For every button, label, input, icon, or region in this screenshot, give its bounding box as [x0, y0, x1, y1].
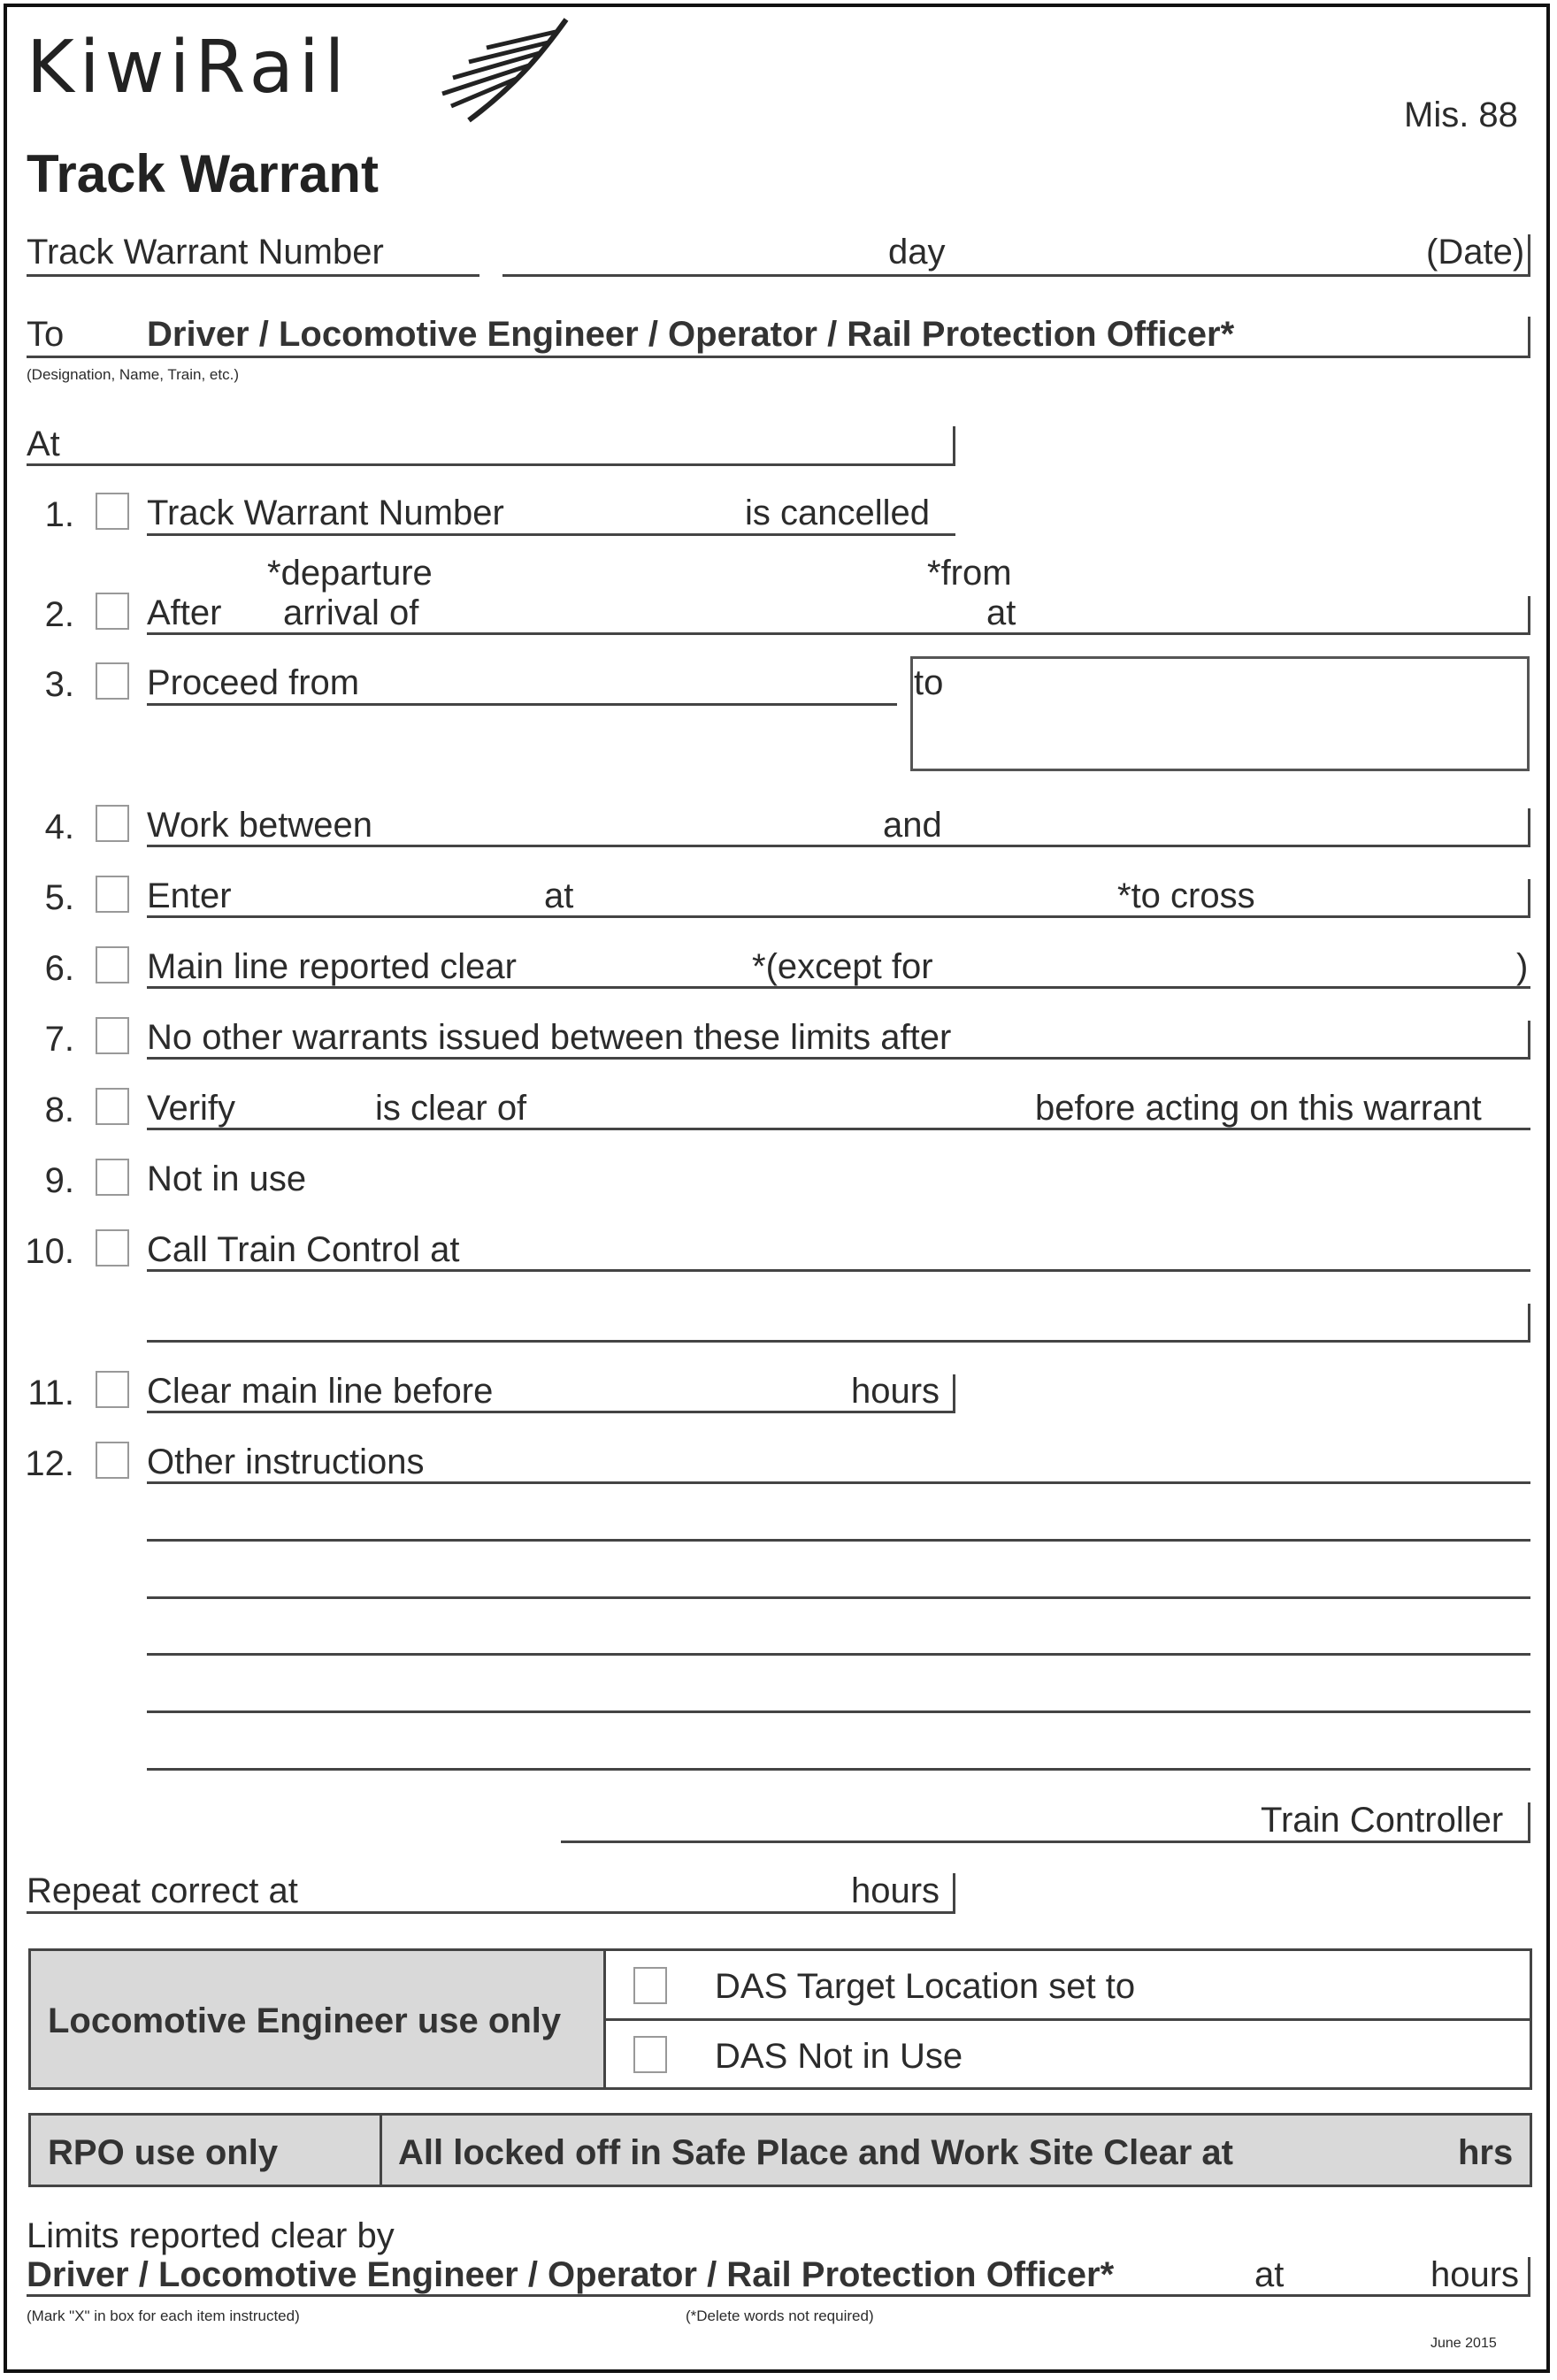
loco-engineer-label: Locomotive Engineer use only	[48, 2001, 562, 2040]
item-4-and: and	[883, 806, 942, 845]
item-5-line[interactable]	[147, 915, 1530, 918]
item-5-label: Enter	[147, 876, 232, 915]
item-4-number: 4.	[44, 807, 74, 846]
delete-note: (*Delete words not required)	[686, 2307, 874, 2324]
rpo-text: All locked off in Safe Place and Work Site Clear at	[398, 2133, 1233, 2172]
item-2-arrival: arrival of	[283, 593, 419, 632]
instructions-line-5[interactable]	[147, 1710, 1530, 1713]
item-11-hours: hours	[851, 1372, 940, 1411]
item-2-from: *from	[927, 554, 1012, 593]
item-6-number: 6.	[44, 949, 74, 988]
item-5-number: 5.	[44, 878, 74, 917]
item-7-label: No other warrants issued between these limits after	[147, 1018, 952, 1057]
fern-logo-icon	[433, 12, 575, 127]
item-3-number: 3.	[44, 665, 74, 704]
item-12-label: Other instructions	[147, 1443, 425, 1481]
mark-note: (Mark "X" in box for each item instructed)	[27, 2307, 300, 2324]
limits-roles: Driver / Locomotive Engineer / Operator / Rail Protection Officer*	[27, 2255, 1115, 2294]
warrant-number-line[interactable]	[27, 274, 479, 277]
item-3-to-label: to	[914, 663, 944, 702]
date-label: (Date)	[1426, 233, 1525, 272]
instructions-line-6[interactable]	[147, 1768, 1530, 1771]
item-1-number: 1.	[44, 495, 74, 534]
item-3-checkbox[interactable]	[96, 662, 129, 700]
item-11-number: 11.	[27, 1374, 74, 1412]
das-target-label: DAS Target Location set to	[715, 1967, 1136, 2006]
item-3-label: Proceed from	[147, 663, 360, 702]
instructions-line-3[interactable]	[147, 1596, 1530, 1599]
to-hint: (Designation, Name, Train, etc.)	[27, 366, 239, 383]
item-5-at: at	[544, 876, 574, 915]
limits-at: at	[1254, 2255, 1285, 2294]
form-code: Mis. 88	[1404, 96, 1518, 134]
item-4-label: Work between	[147, 806, 372, 845]
train-controller-line[interactable]	[561, 1840, 1530, 1843]
item-8-line[interactable]	[147, 1128, 1530, 1130]
item-1-suffix: is cancelled	[745, 494, 931, 532]
item-5-checkbox[interactable]	[96, 876, 129, 913]
item-2-line[interactable]	[147, 632, 1530, 635]
item-8-before-acting: before acting on this warrant	[1035, 1089, 1482, 1128]
repeat-correct-label: Repeat correct at	[27, 1871, 298, 1910]
limits-label: Limits reported clear by	[27, 2216, 395, 2255]
item-9-checkbox[interactable]	[96, 1159, 129, 1196]
item-10-number: 10.	[25, 1232, 74, 1271]
item-1-label: Track Warrant Number	[147, 494, 504, 532]
instructions-line-1[interactable]	[147, 1481, 1530, 1484]
das-not-in-use-label: DAS Not in Use	[715, 2037, 963, 2076]
item-1-line[interactable]	[147, 533, 955, 536]
form-title: Track Warrant	[27, 144, 379, 203]
item-6-except: *(except for	[752, 947, 933, 986]
item-7-number: 7.	[44, 1020, 74, 1059]
instructions-line-4[interactable]	[147, 1653, 1530, 1656]
item-6-close-paren: )	[1516, 947, 1529, 986]
item-7-line[interactable]	[147, 1057, 1530, 1060]
item-2-label: After	[147, 593, 222, 632]
item-9-label: Not in use	[147, 1159, 307, 1198]
item-8-label: Verify	[147, 1089, 236, 1128]
item-1-checkbox[interactable]	[96, 493, 129, 530]
repeat-correct-hours: hours	[851, 1871, 940, 1910]
item-12-number: 12.	[25, 1444, 74, 1483]
warrant-number-label: Track Warrant Number	[27, 233, 384, 272]
item-12-checkbox[interactable]	[96, 1442, 129, 1479]
at-line[interactable]	[27, 463, 955, 466]
item-8-number: 8.	[44, 1091, 74, 1129]
item-4-line[interactable]	[147, 845, 1530, 847]
rpo-hrs: hrs	[1458, 2133, 1514, 2172]
item-6-checkbox[interactable]	[96, 946, 129, 983]
brand-logo-text: KiwiRail	[27, 26, 350, 110]
item-10-checkbox[interactable]	[96, 1229, 129, 1267]
train-controller-label: Train Controller	[1261, 1801, 1504, 1840]
item-11-checkbox[interactable]	[96, 1371, 129, 1408]
item-2-checkbox[interactable]	[96, 593, 129, 630]
item-5-to-cross: *to cross	[1117, 876, 1255, 915]
item-3-to-box[interactable]	[910, 656, 1530, 771]
item-7-checkbox[interactable]	[96, 1017, 129, 1054]
at-label: At	[27, 425, 60, 463]
item-2-number: 2.	[44, 595, 74, 634]
day-label: day	[888, 233, 946, 272]
to-line[interactable]	[27, 356, 1530, 358]
item-10-line-2[interactable]	[147, 1340, 1530, 1343]
revision-date: June 2015	[1430, 2336, 1497, 2351]
to-roles: Driver / Locomotive Engineer / Operator / Rail Protection Officer*	[147, 315, 1235, 354]
item-11-line[interactable]	[147, 1411, 955, 1413]
repeat-correct-line[interactable]	[27, 1911, 955, 1914]
limits-hours: hours	[1430, 2255, 1520, 2294]
rpo-label: RPO use only	[48, 2133, 279, 2172]
item-6-label: Main line reported clear	[147, 947, 517, 986]
to-label: To	[27, 315, 65, 354]
item-3-from-line[interactable]	[147, 703, 897, 706]
item-2-at: at	[986, 593, 1016, 632]
item-4-checkbox[interactable]	[96, 805, 129, 842]
limits-line[interactable]	[27, 2294, 1530, 2297]
item-10-line-1[interactable]	[147, 1269, 1530, 1272]
das-target-checkbox[interactable]	[633, 1967, 667, 2004]
item-10-label: Call Train Control at	[147, 1230, 460, 1269]
item-2-departure: *departure	[267, 554, 433, 593]
item-8-checkbox[interactable]	[96, 1088, 129, 1125]
item-9-number: 9.	[44, 1161, 74, 1200]
date-line[interactable]	[502, 274, 1530, 277]
item-6-line[interactable]	[147, 986, 1530, 989]
item-11-label: Clear main line before	[147, 1372, 494, 1411]
das-not-in-use-checkbox[interactable]	[633, 2036, 667, 2073]
instructions-line-2[interactable]	[147, 1539, 1530, 1542]
item-8-clear-of: is clear of	[375, 1089, 527, 1128]
